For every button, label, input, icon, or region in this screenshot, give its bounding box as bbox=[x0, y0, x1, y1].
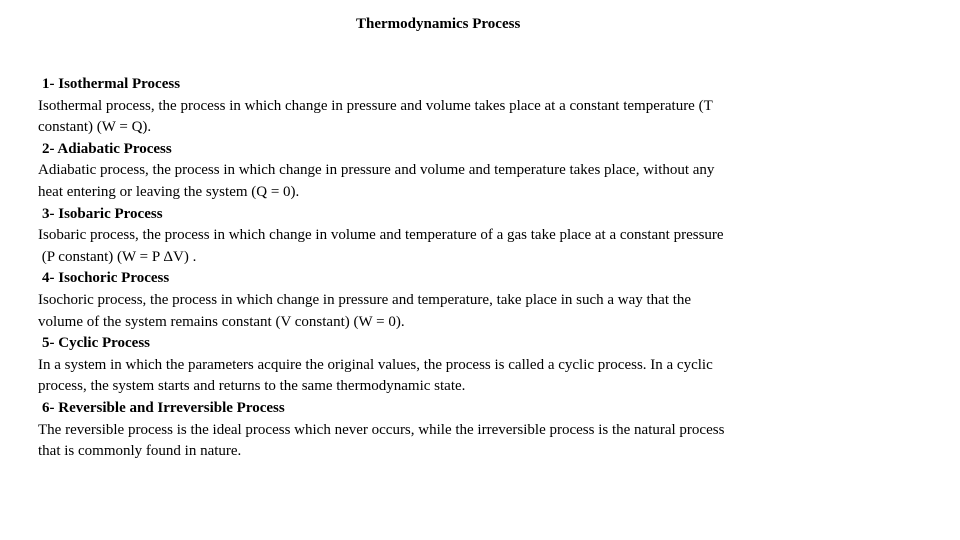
paragraph-line: (P constant) (W = P ΔV) . bbox=[38, 248, 197, 265]
paragraph-line: Isochoric process, the process in which change in pressure and temperature, take place in such a way that the bbox=[38, 291, 692, 308]
section-heading: 2- Adiabatic Process bbox=[42, 140, 172, 157]
content-body bbox=[38, 74, 918, 463]
section-heading: 6- Reversible and Irreversible Process bbox=[42, 399, 285, 416]
paragraph-line: Adiabatic process, the process in which change in pressure and volume and temperature takes place, without any bbox=[38, 162, 715, 179]
paragraph-line: Isobaric process, the process in which change in volume and temperature of a gas take place at a constant pressure bbox=[38, 227, 724, 244]
paragraph-line: constant) (W = Q). bbox=[38, 119, 152, 136]
section-heading: 1- Isothermal Process bbox=[42, 76, 181, 92]
paragraph-line: In a system in which the parameters acquire the original values, the process is called a cyclic process. In a cyclic bbox=[38, 356, 713, 373]
section-isobaric bbox=[38, 204, 918, 269]
page-title: Thermodynamics Process bbox=[356, 16, 521, 32]
paragraph-line: The reversible process is the ideal process which never occurs, while the irreversible process is the natural process bbox=[38, 421, 725, 438]
section-isothermal bbox=[38, 74, 918, 139]
section-reversible bbox=[38, 398, 918, 463]
section-adiabatic bbox=[38, 139, 918, 204]
paragraph-line: process, the system starts and returns to the same thermodynamic state. bbox=[38, 378, 466, 395]
section-cyclic bbox=[38, 333, 918, 398]
paragraph-line: volume of the system remains constant (V constant) (W = 0). bbox=[38, 313, 405, 330]
section-heading: 3- Isobaric Process bbox=[42, 205, 163, 222]
paragraph-line: heat entering or leaving the system (Q = 0). bbox=[38, 183, 300, 200]
paragraph-line: Isothermal process, the process in which change in pressure and volume takes place at a constant temperature (T bbox=[38, 97, 713, 114]
section-heading: 5- Cyclic Process bbox=[42, 335, 151, 352]
paragraph-line: that is commonly found in nature. bbox=[38, 443, 242, 460]
section-isochoric bbox=[38, 268, 918, 333]
section-heading: 4- Isochoric Process bbox=[42, 270, 170, 287]
